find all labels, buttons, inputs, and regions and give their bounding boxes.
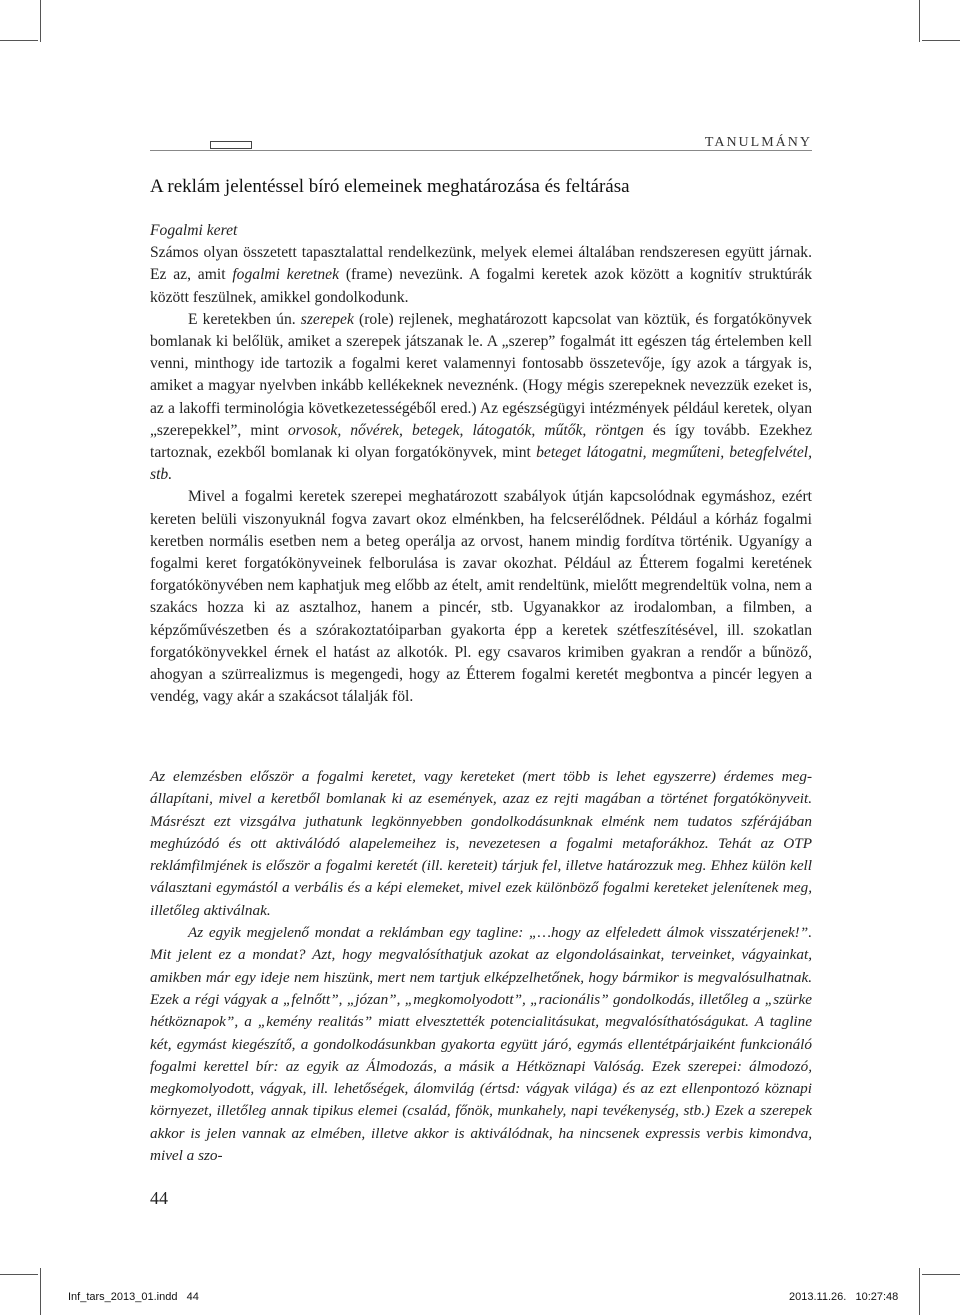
crop-mark <box>40 0 41 42</box>
italic-term: fogalmi keretnek <box>232 266 340 284</box>
page-number: 44 <box>150 1188 168 1208</box>
body-paragraph <box>150 486 812 708</box>
text-run: és így tovább. Ezekhez tartoznak, ezekből bomlanak ki olyan forgatókönyvek, mint <box>150 421 812 462</box>
header-ornament <box>210 141 252 149</box>
italic-term: szerepek <box>300 310 354 328</box>
subheading: Fogalmi keret <box>150 222 238 239</box>
section-label: TANULMÁNY <box>704 135 812 150</box>
body-paragraph <box>150 309 812 487</box>
text-run: E keretekben ún. <box>188 310 301 328</box>
italic-term: beteget látogatni, megműteni, betegfelvétel, stb. <box>150 444 812 484</box>
print-slug-date: 2013.11.26. 10:27:48 <box>789 1291 899 1303</box>
crop-mark <box>40 1268 41 1315</box>
article-title: A reklám jelentéssel bíró elemeinek meghatározása és feltárása <box>150 176 630 197</box>
print-slug-file: Inf_tars_2013_01.indd 44 <box>68 1291 199 1303</box>
crop-mark <box>919 1268 920 1315</box>
paragraph-list <box>150 242 812 708</box>
body-text <box>150 220 812 708</box>
crop-mark <box>0 1274 38 1275</box>
italic-term: orvosok, nővérek, betegek, látogatók, műtők, röntgen <box>287 421 644 439</box>
crop-mark <box>922 1274 960 1275</box>
text-run: (role) rejlenek, meghatározott kapcsolat van köztük, és forgatókönyvek bomlanak ki belőlük, amiket a szerepek játszanak le. A „szerep” fogalmát itt egészen tág értelemben kell venni, minthogy ide tartozik a fogalmi keret valamennyi fontosabb összetevője, így azok a tárgyak is, amiket a magyar nyelvben inkább kellékeknek neveznénk. (Hogy mégis szerepeknek nevezzük ezeket is, az a lakoffi terminológia következetességéből ered.) Az egészségügyi intézmények például keretek, olyan „szerepekkel”, mint <box>150 310 812 439</box>
italic-paragraph: Az egyik megjelenő mondat a reklámban egy tagline: „…hogy az elfeledett álmok visszatérjenek!”. Mit jelent ez a mondat? Azt, hogy megvalósíthatjuk azokat az elgondolásainkat, terveinket, vágyainkat, amikben már egy ideje nem hiszünk, mert nem tartjuk elképzelhetőnek, hogy bármikor is megvalósulhatnak. Ezek a régi vágyak a „felnőtt”, „józan”, „megkomolyodott”, „racionális” gondolkodás, illetőleg a „szürke hétköznapok”, a „kemény realitás” miatt elvesztették potencialitásukat, megvalósíthatóságukat. A tagline két, egymást kiegészítő, a gondolkodásunkban gyakorta együtt járó, egymás ellentétpárjaiként funkcionáló fogalmi kerettel bír: az egyik az Álmodozás, a másik a Hétköznapi Valóság. Ezek szerepei: álmodozó, megkomolyodott, vágyak, ill. lehetőségek, álomvilág (értsd: vágyak világa) és az ezt ellenpontozó köznapi környezet, illetőleg annak tipikus elemei (család, főnök, munkahely, napi tevékenység, stb.) Ezek a szerepek akkor is jelen vannak az elmében, illetve akkor is aktiválódnak, ha nincsenek expressis verbis kimondva, mivel a szo- <box>150 924 812 1165</box>
italic-paragraph: Az elemzésben először a fogalmi keretet, vagy kereteket (mert több is lehet egyszerre) érdemes megállapítani, mivel a keretből bomlanak ki az események, azaz ez rejti magában a történet forgatókönyveit. Másrészt ezt vizsgálva juthatunk legkönnyebben gondolkodásunknak elménk nem tudatos szférájában meghúzódó és ott aktiválódó alapelemeihez is, nevezetesen a fogalmi metaforákhoz. Tehát az OTP reklámfilmjének is először a fogalmi keretét (ill. kereteit) tárjuk fel, illetve határozzuk meg. Ehhez külön kell választani egymástól a verbális és a képi elemeket, mivel ezek különböző fogalmi kereteket jelenítenek meg, illetőleg aktiválnak. <box>150 768 812 919</box>
crop-mark <box>919 0 920 42</box>
crop-mark <box>922 40 960 41</box>
text-run: Mivel a fogalmi keretek szerepei meghatározott szabályok útján kapcsolódnak egymáshoz, ezért kereten belüli viszonyuknál fogva zavart okoz elménkben, ha felcserélődnek. Például a kórház fogalmi keretben normális esetben nem a beteg operálja az orvost, hanem mindig fordítva történik. Ugyanígy a fogalmi keret forgatókönyveinek felborulása is zavar okozhat. Például az Étterem fogalmi keretének forgatókönyvében nem kaphatjuk meg előbb az ételt, amit rendeltünk, mielőtt megrendeltük volna, nem a szakács hozza ki az asztalhoz, hanem a pincér, stb. Ugyanakkor az irodalomban, a filmben, a képzőművészetben és a szórakoztatóiparban gyakorta épp a keretek szétfeszítésével, ill. szokatlan forgatókönyvekkel érnek el hatást az alkotók. Pl. egy csavaros krimiben gyakran a rendőr a bűnöző, ahogyan a szürrealizmus is megengedi, hogy az Étterem fogalmi keretét megbontva a pincér legyen a vendég, vagy akár a szakácsot tálalják föl. <box>150 488 812 706</box>
body-paragraph <box>150 242 812 309</box>
crop-mark <box>0 40 38 41</box>
text-run: Számos olyan összetett tapasztalattal rendelkezünk, melyek elemei általában rendszeresen együtt járnak. Ez az, amit <box>150 244 812 284</box>
italic-text-block <box>150 766 812 1167</box>
text-run: (frame) nevezünk. A fogalmi keretek azok között a kognitív struktúrák között feszülnek, amikkel gondolkodunk. <box>150 266 812 306</box>
